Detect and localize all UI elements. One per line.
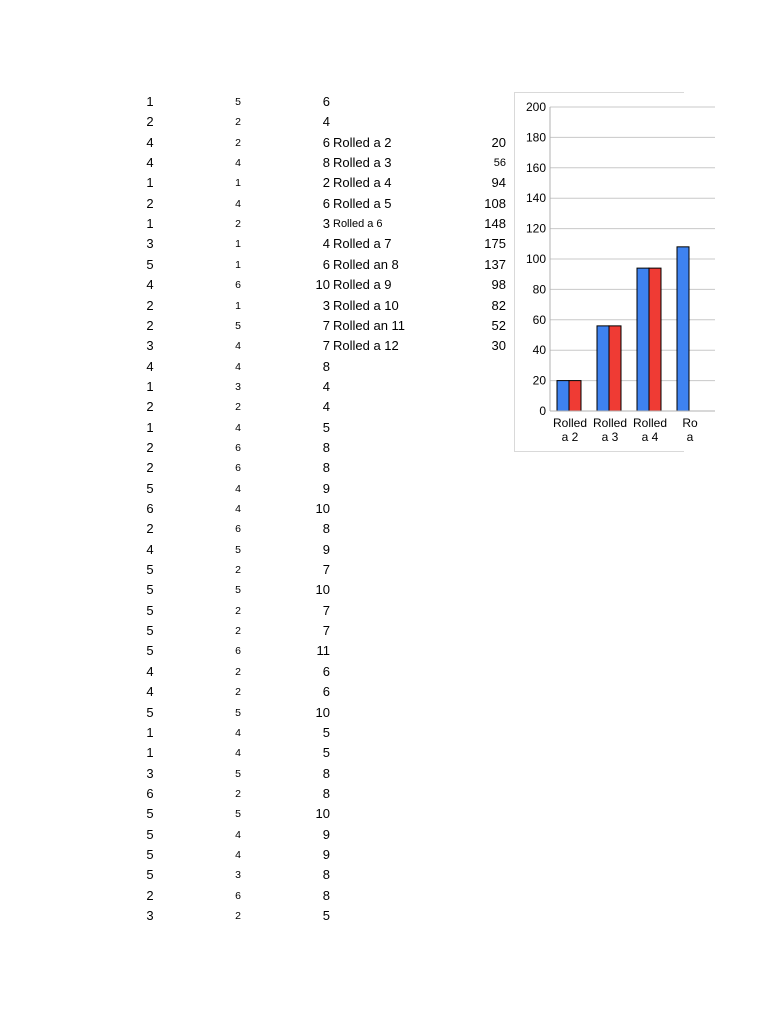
x-category-label: a [686,430,694,444]
outcome-label-cell [333,764,453,784]
sum-cell: 6 [322,134,330,150]
bar-red [569,381,581,411]
outcome-label-cell: Rolled a 12 [333,338,399,354]
sum-cell: 9 [322,541,330,557]
sum-cell: 8 [322,785,330,801]
die-two-cell: 4 [235,828,241,841]
table-row [0,845,768,865]
die-one-cell: 5 [146,562,154,578]
die-one-cell: 4 [146,358,154,374]
die-one-cell: 5 [146,704,154,720]
table-row [0,886,768,906]
outcome-count-cell: 98 [491,277,506,293]
outcome-label-cell [333,804,453,824]
die-one-cell: 4 [146,684,154,700]
die-two-cell: 4 [235,726,241,739]
die-one-cell: 1 [146,94,154,109]
y-tick-label: 100 [525,252,546,266]
die-two-cell: 1 [235,299,241,312]
y-tick-label: 140 [525,191,546,206]
die-one-cell: 5 [146,867,154,883]
outcome-count-cell [460,703,506,723]
die-one-cell: 1 [146,378,154,394]
die-two-cell: 6 [235,889,241,902]
x-category-label: a 4 [641,430,659,444]
table-row [0,519,768,539]
die-two-cell: 2 [235,564,241,577]
x-category-label: Rolled [592,416,628,430]
die-one-cell: 1 [146,724,154,740]
table-row [0,764,768,784]
outcome-count-cell: 56 [493,157,506,170]
sum-cell: 8 [322,521,330,537]
die-two-cell: 3 [235,380,241,393]
table-row [0,601,768,621]
outcome-count-cell [460,92,506,112]
outcome-label-cell: Rolled a 9 [333,277,392,293]
outcome-count-cell [460,662,506,682]
sum-cell: 6 [322,256,330,272]
sum-cell: 11 [316,643,330,659]
outcome-label-cell [333,499,453,519]
outcome-count-cell [460,540,506,560]
sum-cell: 8 [322,439,330,455]
outcome-label-cell [333,479,453,499]
outcome-label-cell [333,601,453,621]
die-one-cell: 3 [146,338,154,354]
die-one-cell: 2 [146,114,154,130]
sum-cell: 4 [322,114,330,130]
die-one-cell: 2 [146,399,154,415]
outcome-count-cell [460,845,506,865]
sum-cell: 10 [315,501,330,516]
outcome-label-cell [333,458,453,478]
outcome-label-cell [333,377,453,397]
die-two-cell: 2 [235,665,241,678]
sum-cell: 9 [322,846,330,862]
sum-cell: 5 [322,419,330,435]
y-tick-label: 120 [525,221,546,236]
outcome-count-cell [460,397,506,417]
die-one-cell: 3 [146,236,154,252]
sum-cell: 5 [322,908,330,923]
outcome-count-cell [460,743,506,763]
table-row [0,641,768,661]
die-two-cell: 2 [235,625,241,638]
outcome-count-cell [460,377,506,397]
die-two-cell: 5 [235,767,241,780]
y-tick-label: 200 [525,100,546,114]
chart-canvas [515,93,698,451]
die-one-cell: 5 [146,623,154,639]
sum-cell: 7 [322,623,330,639]
table-row [0,662,768,682]
die-two-cell: 1 [235,177,241,190]
sum-cell: 6 [322,684,330,700]
table-row [0,743,768,763]
die-two-cell: 3 [235,869,241,882]
outcome-label-cell [333,703,453,723]
table-row [0,540,768,560]
die-two-cell: 5 [235,584,241,597]
outcome-count-cell [460,825,506,845]
outcome-count-cell: 94 [491,175,506,191]
outcome-count-cell [460,438,506,458]
sum-cell: 10 [315,704,330,720]
die-two-cell: 4 [235,360,241,373]
sum-cell: 6 [322,94,330,109]
die-one-cell: 4 [146,155,154,171]
outcome-label-cell [333,519,453,539]
sum-cell: 8 [322,765,330,781]
die-two-cell: 2 [235,604,241,617]
outcome-count-cell: 108 [484,195,506,211]
sum-cell: 7 [322,562,330,578]
die-one-cell: 2 [146,521,154,537]
sum-cell: 9 [322,480,330,496]
outcome-count-cell: 20 [491,134,506,150]
outcome-count-cell [460,865,506,885]
die-one-cell: 4 [146,541,154,557]
sum-cell: 7 [322,602,330,618]
die-two-cell: 6 [235,441,241,454]
die-one-cell: 5 [146,582,154,598]
outcome-label-cell [333,682,453,702]
die-two-cell: 6 [235,279,241,292]
sum-cell: 4 [322,378,330,394]
y-tick-label: 80 [532,282,546,297]
sum-cell: 10 [315,277,330,293]
outcome-count-cell [460,886,506,906]
die-one-cell: 1 [146,175,154,191]
sum-cell: 2 [322,175,330,191]
sum-cell: 8 [322,358,330,374]
table-row [0,865,768,885]
outcome-label-cell [333,662,453,682]
outcome-label-cell [333,886,453,906]
outcome-label-cell [333,906,453,926]
outcome-label-cell [333,112,453,132]
y-tick-label: 40 [532,343,546,358]
die-two-cell: 5 [235,319,241,332]
outcome-count-cell [460,458,506,478]
outcome-count-cell: 148 [484,216,506,232]
die-one-cell: 5 [146,256,154,272]
sum-cell: 3 [322,297,330,313]
outcome-count-cell [460,621,506,641]
die-one-cell: 5 [146,826,154,842]
outcome-label-cell: Rolled an 11 [333,317,406,333]
sum-cell: 8 [322,867,330,883]
table-row [0,906,768,926]
outcome-label-cell [333,540,453,560]
y-tick-label: 0 [539,404,546,418]
die-two-cell: 6 [235,523,241,536]
sum-cell: 10 [315,806,330,822]
outcome-count-cell [460,112,506,132]
y-tick-label: 60 [532,312,546,327]
die-two-cell: 4 [235,503,241,515]
die-two-cell: 4 [235,482,241,495]
die-one-cell: 6 [146,501,154,516]
outcome-label-cell [333,845,453,865]
die-one-cell: 6 [146,785,154,801]
outcome-count-cell [460,641,506,661]
outcome-count-cell [460,804,506,824]
die-two-cell: 5 [235,808,241,821]
sum-cell: 9 [322,826,330,842]
die-one-cell: 2 [146,195,154,211]
outcome-label-cell: Rolled a 4 [333,175,392,191]
die-two-cell: 5 [235,706,241,719]
die-one-cell: 3 [146,765,154,781]
outcome-count-cell [460,560,506,580]
die-one-cell: 2 [146,317,154,333]
outcome-label-cell [333,438,453,458]
die-two-cell: 4 [235,421,241,434]
die-two-cell: 2 [235,218,241,231]
outcome-count-cell [460,519,506,539]
table-row [0,621,768,641]
sum-cell: 3 [322,216,330,232]
sum-cell: 7 [322,338,330,354]
die-two-cell: 4 [235,848,241,861]
y-tick-label: 160 [525,160,546,175]
outcome-label-cell: Rolled a 7 [333,236,392,252]
sum-cell: 8 [322,460,330,476]
bar-red [649,268,661,411]
die-one-cell: 4 [146,134,154,150]
table-row [0,723,768,743]
die-two-cell: 2 [235,136,241,149]
outcome-count-cell [460,499,506,519]
die-one-cell: 2 [146,297,154,313]
outcome-label-cell [333,723,453,743]
bar-blue [557,381,569,411]
outcome-count-cell [460,723,506,743]
die-one-cell: 1 [146,216,154,232]
outcome-label-cell [333,621,453,641]
outcome-label-cell [333,865,453,885]
die-one-cell: 5 [146,480,154,496]
sum-cell: 8 [322,887,330,903]
table-row [0,560,768,580]
outcome-label-cell: Rolled a 6 [333,218,383,231]
die-two-cell: 2 [235,910,241,922]
x-category-label: Rolled [632,416,668,430]
sum-cell: 5 [322,745,330,761]
outcome-label-cell [333,641,453,661]
sum-cell: 4 [322,399,330,415]
sum-cell: 8 [322,155,330,171]
outcome-label-cell [333,418,453,438]
x-category-label: Ro [682,416,698,430]
y-tick-label: 20 [532,373,546,388]
outcome-count-cell [460,601,506,621]
outcome-count-cell [460,479,506,499]
outcome-count-cell [460,418,506,438]
dice-roll-bar-chart [514,92,698,452]
outcome-count-cell [460,784,506,804]
table-row [0,458,768,478]
die-one-cell: 3 [146,908,154,923]
die-two-cell: 1 [235,238,241,251]
die-one-cell: 1 [146,745,154,761]
table-row [0,825,768,845]
die-two-cell: 2 [235,686,241,699]
outcome-label-cell [333,580,453,600]
die-two-cell: 6 [235,645,241,658]
die-one-cell: 4 [146,277,154,293]
outcome-label-cell: Rolled a 2 [333,134,392,150]
table-row [0,499,768,519]
table-row [0,580,768,600]
outcome-count-cell: 30 [491,338,506,354]
outcome-label-cell [333,397,453,417]
sum-cell: 5 [322,724,330,740]
die-two-cell: 4 [235,157,241,170]
table-row [0,479,768,499]
die-one-cell: 1 [146,419,154,435]
y-tick-label: 180 [525,130,546,145]
outcome-label-cell: Rolled an 8 [333,256,399,272]
x-category-label: Rolled [552,416,588,430]
sum-cell: 6 [322,195,330,211]
outcome-count-cell: 175 [484,236,506,252]
outcome-count-cell: 82 [491,297,506,313]
die-one-cell: 5 [146,806,154,822]
die-two-cell: 4 [235,747,241,760]
die-one-cell: 2 [146,439,154,455]
sum-cell: 6 [322,663,330,679]
die-two-cell: 5 [235,96,241,108]
outcome-count-cell: 52 [491,317,506,333]
sum-cell: 4 [322,236,330,252]
die-two-cell: 2 [235,787,241,800]
bar-blue [677,247,689,411]
die-one-cell: 4 [146,663,154,679]
outcome-count-cell [460,357,506,377]
x-category-label: a 3 [601,430,619,444]
die-one-cell: 2 [146,460,154,476]
outcome-count-cell [460,906,506,926]
outcome-count-cell [460,682,506,702]
die-two-cell: 2 [235,401,241,414]
die-two-cell: 1 [235,258,241,271]
outcome-label-cell [333,743,453,763]
outcome-label-cell: Rolled a 3 [333,155,392,171]
outcome-label-cell [333,560,453,580]
die-two-cell: 5 [235,543,241,556]
outcome-count-cell [460,580,506,600]
sum-cell: 10 [315,582,330,598]
x-category-label: a 2 [561,430,579,444]
outcome-count-cell: 137 [484,256,506,272]
table-row [0,804,768,824]
die-two-cell: 4 [235,340,241,353]
table-row [0,784,768,804]
outcome-label-cell: Rolled a 10 [333,297,399,313]
die-two-cell: 4 [235,197,241,210]
outcome-label-cell: Rolled a 5 [333,195,392,211]
outcome-label-cell [333,92,453,112]
table-row [0,703,768,723]
sum-cell: 7 [322,317,330,333]
die-one-cell: 5 [146,602,154,618]
die-one-cell: 2 [146,887,154,903]
bar-red [609,326,621,411]
outcome-label-cell [333,825,453,845]
die-one-cell: 5 [146,846,154,862]
outcome-label-cell [333,357,453,377]
die-two-cell: 2 [235,116,241,129]
outcome-label-cell [333,784,453,804]
die-two-cell: 6 [235,462,241,475]
table-row [0,682,768,702]
bar-blue [597,326,609,411]
die-one-cell: 5 [146,643,154,659]
bar-blue [637,268,649,411]
outcome-count-cell [460,764,506,784]
